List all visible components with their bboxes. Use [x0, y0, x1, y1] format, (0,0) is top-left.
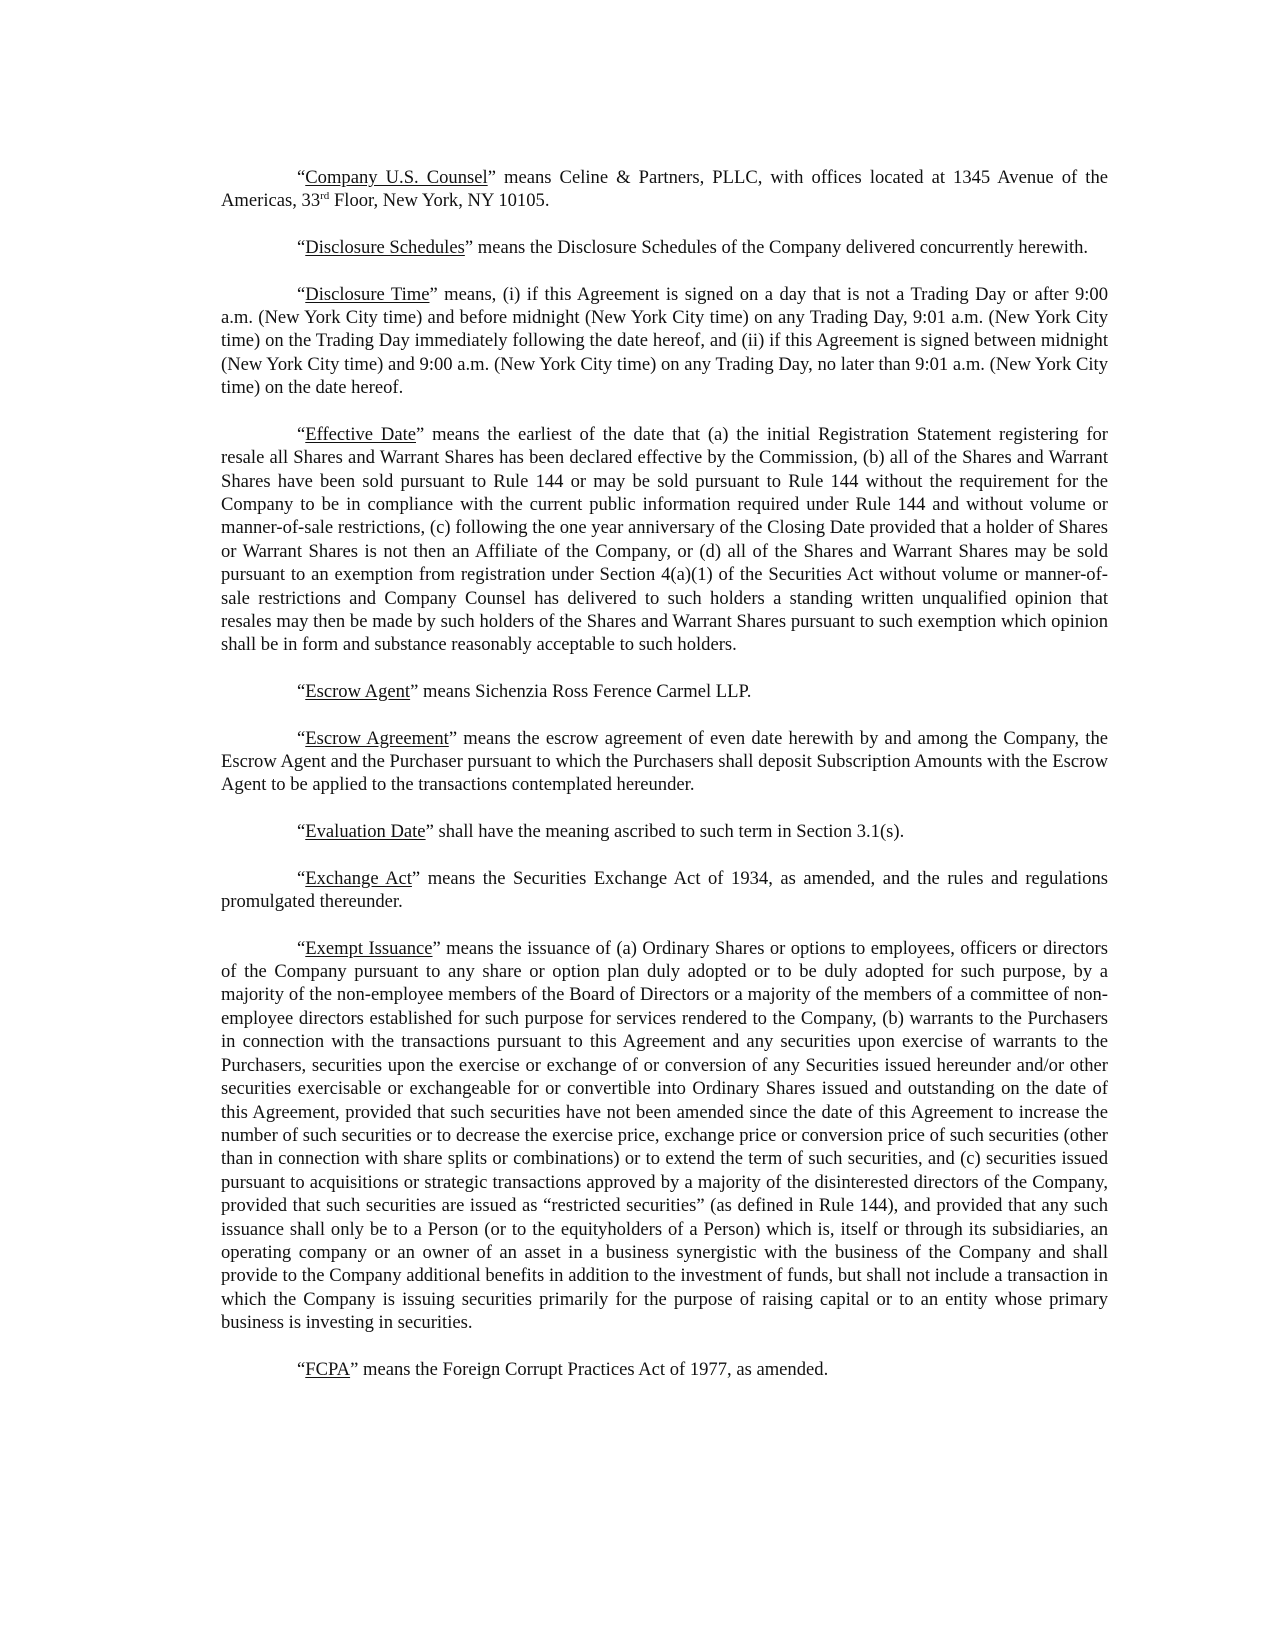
definition-company-us-counsel: “Company U.S. Counsel” means Celine & Partners, PLLC, with offices located at 1345 Avenue of the Americas, 33rd Floor, New York, NY 10105. — [221, 167, 1108, 212]
definition-text: ” means the Foreign Corrupt Practices Act of 1977, as amended. — [350, 1358, 829, 1380]
definition-text: ” means the Disclosure Schedules of the Company delivered concurrently herewith. — [464, 237, 1089, 258]
defined-term: Escrow Agreement — [305, 727, 449, 749]
definition-fcpa: “FCPA” means the Foreign Corrupt Practices Act of 1977, as amended. — [297, 1358, 829, 1380]
definition-disclosure-schedules: “Disclosure Schedules” means the Disclosure Schedules of the Company delivered concurrently herewith. — [297, 237, 1089, 258]
defined-term: Exempt Issuance — [305, 937, 433, 959]
defined-term: Disclosure Schedules — [305, 237, 465, 258]
definition-text: ” shall have the meaning ascribed to such term in Section 3.1(s). — [425, 821, 905, 843]
definition-text: ” means the Securities Exchange Act of 1934, as amended, and the rules and regulations promulgated thereunder. — [221, 867, 1108, 913]
defined-term: Escrow Agent — [305, 681, 411, 703]
defined-term: FCPA — [305, 1358, 351, 1380]
defined-term: Effective Date — [305, 423, 416, 445]
definition-effective-date: “Effective Date” means the earliest of the date that (a) the initial Registration Statement registering for resale all Shares and Warrant Shares has been declared effective by the Commission, (b) all of the Shares and Warrant Shares have been sold pursuant to Rule 144 or may be sold pursuant to Rule 144 without the requirement for the Company to be in compliance with the current public information required under Rule 144 and without volume or manner-of-sale restrictions, (c) following the one year anniversary of the Closing Date provided that a holder of Shares or Warrant Shares is not then an Affiliate of the Company, or (d) all of the Shares and Warrant Shares may be sold pursuant to an exemption from registration under Section 4(a)(1) of the Securities Act without volume or manner-of-sale restrictions and Company Counsel has delivered to such holders a standing written unqualified opinion that resales may then be made by such holders of the Shares and Warrant Shares pursuant to such exemption which opinion shall be in form and substance reasonably acceptable to such holders. — [221, 423, 1108, 656]
definition-text: ” means the earliest of the date that (a) the initial Registration Statement registering for resale all Shares and Warrant Shares has been declared effective by the Commission, (b) all of the Shares and Warrant Shares have been sold pursuant to Rule 144 or may be sold pursuant to Rule 144 without the requirement for the Company to be in compliance with the current public information required under Rule 144 and without volume or manner-of-sale restrictions, (c) following the one year anniversary of the Closing Date provided that a holder of Shares or Warrant Shares is not then an Affiliate of the Company, or (d) all of the Shares and Warrant Shares may be sold pursuant to an exemption from registration under Section 4(a)(1) of the Securities Act without volume or manner-of-sale restrictions and Company Counsel has delivered to such holders a standing written unqualified opinion that resales may then be made by such holders of the Shares and Warrant Shares pursuant to such exemption which opinion shall be in form and substance reasonably acceptable to such holders. — [221, 423, 1108, 656]
definition-text: ” means Celine & Partners, PLLC, with offices located at 1345 Avenue of the Americas, 33 — [221, 167, 1108, 212]
definition-text: ” means the issuance of (a) Ordinary Shares or options to employees, officers or directors of the Company pursuant to any share or option plan duly adopted or to be duly adopted for such purpose, by a majority of the non-employee members of the Board of Directors or a majority of the members of a committee of non-employee directors established for such purpose for services rendered to the Company, (b) warrants to the Purchasers in connection with the transactions pursuant to this Agreement and any securities upon exercise of warrants to the Purchasers, securities upon the exercise or exchange of or conversion of any Securities issued hereunder and/or other securities exercisable or exchangeable for or convertible into Ordinary Shares issued and outstanding on the date of this Agreement, provided that such securities have not been amended since the date of this Agreement to increase the number of such securities or to decrease the exercise price, exchange price or conversion price of such securities (other than in connection with share splits or combinations) or to extend the term of such securities, and (c) securities issued pursuant to acquisitions or strategic transactions approved by a majority of the disinterested directors of the Company, provided that such securities are issued as “restricted securities” (as defined in Rule 144), and provided that any such issuance shall only be to a Person (or to the equityholders of a Person) which is, itself or through its subsidiaries, an operating company or an owner of an asset in a business synergistic with the business of the Company and shall provide to the Company additional benefits in addition to the investment of funds, but shall not include a transaction in which the Company is issuing securities primarily for the purpose of raising capital or to an entity whose primary business is investing in securities. — [221, 937, 1108, 1334]
definition-disclosure-time: “Disclosure Time” means, (i) if this Agreement is signed on a day that is not a Trading Day or after 9:00 a.m. (New York City time) and before midnight (New York City time) on any Trading Day, 9:01 a.m. (New York City time) on the Trading Day immediately following the date hereof, and (ii) if this Agreement is signed between midnight (New York City time) and 9:00 a.m. (New York City time) on any Trading Day, no later than 9:01 a.m. (New York City time) on the date hereof. — [221, 283, 1109, 399]
ordinal-suffix: rd — [320, 190, 330, 203]
defined-term: Exchange Act — [305, 867, 412, 889]
definition-escrow-agreement: “Escrow Agreement” means the escrow agreement of even date herewith by and among the Company, the Escrow Agent and the Purchaser pursuant to which the Purchasers shall deposit Subscription Amounts with the Escrow Agent to be applied to the transactions contemplated hereunder. — [221, 727, 1108, 796]
definition-escrow-agent: “Escrow Agent” means Sichenzia Ross Ference Carmel LLP. — [297, 681, 752, 703]
definition-text: ” means, (i) if this Agreement is signed on a day that is not a Trading Day or after 9:00 a.m. (New York City time) and before midnight (New York City time) on any Trading Day, 9:01 a.m. (New York City time) on the Trading Day immediately following the date hereof, and (ii) if this Agreement is signed between midnight (New York City time) and 9:00 a.m. (New York City time) on any Trading Day, no later than 9:01 a.m. (New York City time) on the date hereof. — [221, 283, 1109, 399]
definition-evaluation-date: “Evaluation Date” shall have the meaning ascribed to such term in Section 3.1(s). — [297, 821, 905, 843]
definition-exchange-act: “Exchange Act” means the Securities Exchange Act of 1934, as amended, and the rules and regulations promulgated thereunder. — [221, 867, 1108, 913]
defined-term: Company U.S. Counsel — [305, 167, 488, 188]
document-page — [221, 166, 1108, 1404]
defined-term: Disclosure Time — [305, 283, 430, 305]
defined-term: Evaluation Date — [305, 821, 426, 843]
definition-text: ” means Sichenzia Ross Ference Carmel LLP. — [410, 681, 752, 703]
definition-text-continued: Floor, New York, NY 10105. — [329, 190, 550, 212]
definition-exempt-issuance: “Exempt Issuance” means the issuance of (a) Ordinary Shares or options to employees, officers or directors of the Company pursuant to any share or option plan duly adopted or to be duly adopted for such purpose, by a majority of the non-employee members of the Board of Directors or a majority of the members of a committee of non-employee directors established for such purpose for services rendered to the Company, (b) warrants to the Purchasers in connection with the transactions pursuant to this Agreement and any securities upon exercise of warrants to the Purchasers, securities upon the exercise or exchange of or conversion of any Securities issued hereunder and/or other securities exercisable or exchangeable for or convertible into Ordinary Shares issued and outstanding on the date of this Agreement, provided that such securities have not been amended since the date of this Agreement to increase the number of such securities or to decrease the exercise price, exchange price or conversion price of such securities (other than in connection with share splits or combinations) or to extend the term of such securities, and (c) securities issued pursuant to acquisitions or strategic transactions approved by a majority of the disinterested directors of the Company, provided that such securities are issued as “restricted securities” (as defined in Rule 144), and provided that any such issuance shall only be to a Person (or to the equityholders of a Person) which is, itself or through its subsidiaries, an operating company or an owner of an asset in a business synergistic with the business of the Company and shall provide to the Company additional benefits in addition to the investment of funds, but shall not include a transaction in which the Company is issuing securities primarily for the purpose of raising capital or to an entity whose primary business is investing in securities. — [221, 937, 1108, 1334]
definition-text: ” means the escrow agreement of even date herewith by and among the Company, the Escrow Agent and the Purchaser pursuant to which the Purchasers shall deposit Subscription Amounts with the Escrow Agent to be applied to the transactions contemplated hereunder. — [221, 727, 1108, 796]
